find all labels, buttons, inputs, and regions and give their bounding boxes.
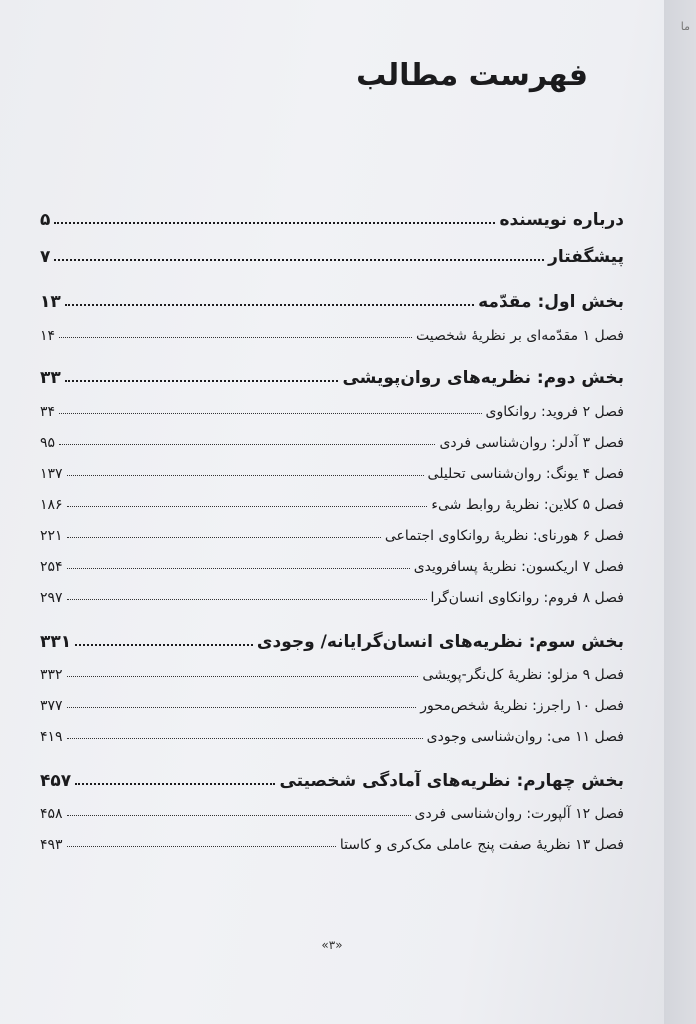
toc-entry-label: پیشگفتار <box>548 247 624 267</box>
toc-entry-about-author <box>40 204 624 230</box>
toc-entry-label: بخش سوم: نظریه‌های انسان‌گرایانه/ وجودی <box>256 632 624 652</box>
toc-entry-page: ۳۳۲ <box>40 667 63 683</box>
toc-part-3 <box>40 626 624 652</box>
toc-part-2 <box>40 362 624 388</box>
toc-entry-label: فصل ۸ فروم: روانکاوی انسان‌گرا <box>430 590 624 606</box>
toc-entry-label: فصل ۱۳ نظریهٔ صفت پنج عاملی مک‌کری و کاستا <box>339 837 624 853</box>
dot-leader <box>59 413 481 414</box>
dot-leader <box>67 537 381 538</box>
toc-entry-page: ۴۹۳ <box>40 837 63 853</box>
toc-chapter-13 <box>40 827 624 853</box>
dot-leader <box>65 304 474 306</box>
toc-entry-label: فصل ۱۱ می: روان‌شناسی وجودی <box>426 729 624 745</box>
dot-leader <box>67 568 410 569</box>
toc-entry-page: ۳۴ <box>40 404 56 420</box>
toc-entry-page: ۲۵۴ <box>40 559 63 575</box>
toc-entry-label: فصل ۳ آدلر: روان‌شناسی فردی <box>439 435 624 451</box>
dot-leader <box>67 707 417 708</box>
dot-leader <box>75 644 253 646</box>
toc-chapter-7 <box>40 549 624 575</box>
toc-entry-label: بخش دوم: نظریه‌های روان‌پویشی <box>342 368 624 388</box>
dot-leader <box>54 222 495 224</box>
toc-entry-label: فصل ۱۲ آلپورت: روان‌شناسی فردی <box>414 806 624 822</box>
toc-entry-label: بخش چهارم: نظریه‌های آمادگی شخصیتی <box>279 771 624 791</box>
toc-entry-page: ۴۵۷ <box>40 771 72 791</box>
toc-chapter-10 <box>40 688 624 714</box>
dot-leader <box>75 783 275 785</box>
toc-entry-label: فصل ۱۰ راجرز: نظریهٔ شخص‌محور <box>420 698 624 714</box>
toc-entry-label: فصل ۲ فروید: روانکاوی <box>485 404 624 420</box>
toc-entry-page: ۲۹۷ <box>40 590 63 606</box>
toc-entry-page: ۳۷۷ <box>40 698 63 714</box>
dot-leader <box>67 738 423 739</box>
toc-entry-label: فصل ۴ یونگ: روان‌شناسی تحلیلی <box>427 466 624 482</box>
toc-chapter-11 <box>40 719 624 745</box>
toc-chapter-12 <box>40 796 624 822</box>
toc-entry-label: فصل ۹ مزلو: نظریهٔ کل‌نگر-پویشی <box>422 667 624 683</box>
toc-chapter-9 <box>40 657 624 683</box>
toc-entry-page: ۱۴ <box>40 328 56 344</box>
toc-entry-page: ۱۸۶ <box>40 497 63 513</box>
toc-entry-label: فصل ۱ مقدّمه‌ای بر نظریهٔ شخصیت <box>415 328 624 344</box>
toc-entry-label: بخش اول: مقدّمه <box>478 292 624 312</box>
dot-leader <box>65 380 339 382</box>
toc-entry-page: ۴۱۹ <box>40 729 63 745</box>
dot-leader <box>67 846 336 847</box>
toc-entry-page: ۱۳ <box>40 292 61 312</box>
toc-chapter-8 <box>40 580 624 606</box>
dot-leader <box>59 337 412 338</box>
toc-chapter-1 <box>40 318 624 344</box>
toc-entry-page: ۳۳۱ <box>40 632 72 652</box>
toc-entry-label: فصل ۵ کلاین: نظریهٔ روابط شیء <box>431 497 624 513</box>
toc-chapter-2 <box>40 394 624 420</box>
page-title: فهرست مطالب <box>356 58 588 93</box>
toc-entry-page: ۱۳۷ <box>40 466 63 482</box>
dot-leader <box>67 815 411 816</box>
toc-part-4 <box>40 765 624 791</box>
toc-chapter-5 <box>40 487 624 513</box>
toc-chapter-3 <box>40 425 624 451</box>
toc-part-1 <box>40 286 624 312</box>
toc-entry-page: ۷ <box>40 247 51 267</box>
toc-entry-preface <box>40 241 624 267</box>
toc-entry-page: ۳۳ <box>40 368 61 388</box>
page-number: «۳» <box>321 938 343 952</box>
toc-entry-page: ۴۵۸ <box>40 806 63 822</box>
toc-chapter-4 <box>40 456 624 482</box>
dot-leader <box>67 475 424 476</box>
toc-chapter-6 <box>40 518 624 544</box>
adjacent-page-text: ما <box>680 20 690 33</box>
toc-entry-page: ۲۲۱ <box>40 528 63 544</box>
toc-entry-label: درباره نویسنده <box>499 210 624 230</box>
dot-leader <box>67 506 428 507</box>
adjacent-page-edge <box>664 0 696 1024</box>
toc-entry-page: ۹۵ <box>40 435 56 451</box>
toc-entry-label: فصل ۶ هورنای: نظریهٔ روانکاوی اجتماعی <box>384 528 624 544</box>
dot-leader <box>59 444 435 445</box>
toc-entry-label: فصل ۷ اریکسون: نظریهٔ پسافرویدی <box>413 559 624 575</box>
dot-leader <box>54 259 544 261</box>
dot-leader <box>67 599 427 600</box>
dot-leader <box>67 676 419 677</box>
toc-entry-page: ۵ <box>40 210 51 230</box>
